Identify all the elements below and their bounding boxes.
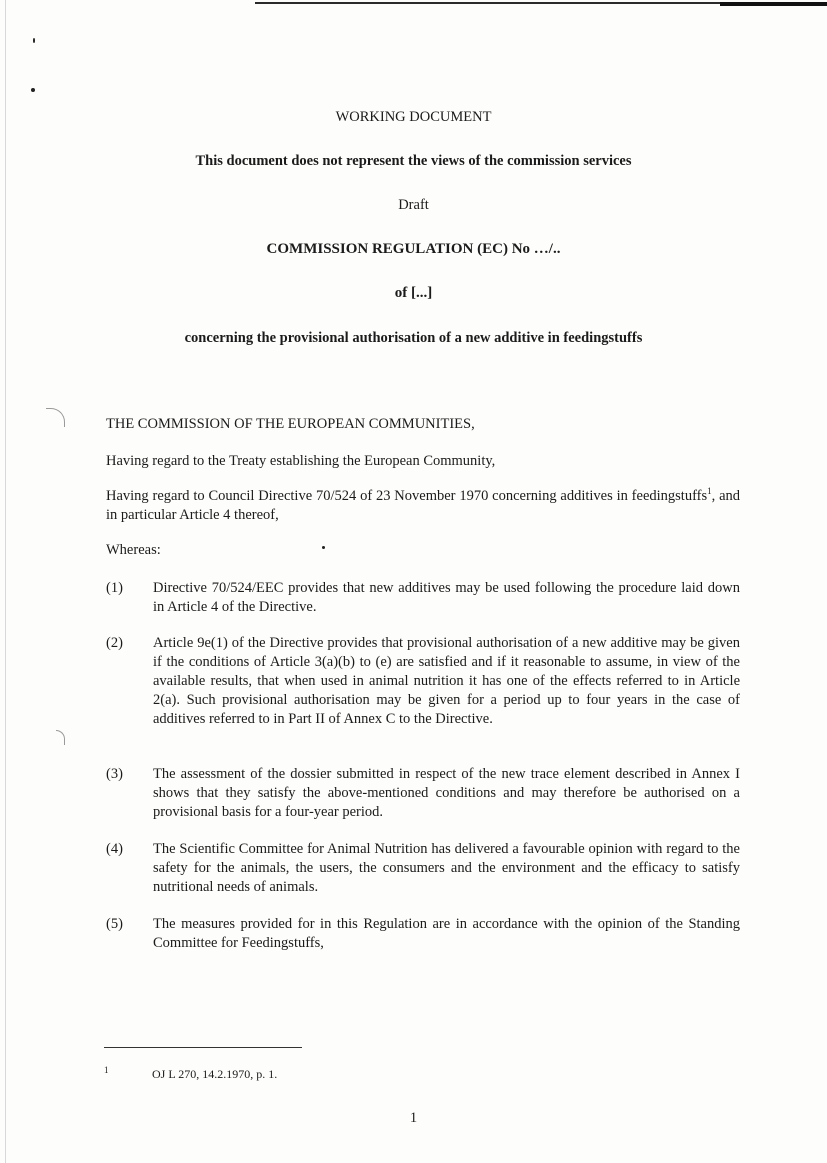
recital-text: The measures provided for in this Regulation are in accordance with the opinion of the Standing Committee for Feedingstuffs, [153,916,740,951]
regard-treaty: Having regard to the Treaty establishing the European Community, [106,453,496,469]
punch-hole-mark [46,408,65,427]
footnote-reference: 1 [707,486,712,497]
whereas-label: Whereas: [106,542,161,558]
working-document-label: WORKING DOCUMENT [335,109,492,125]
regulation-date: of [...] [394,285,433,301]
recital-text: Directive 70/524/EEC provides that new additives may be used following the procedure laid down in Article 4 of the Directive. [153,580,740,615]
regulation-subject: concerning the provisional authorisation of a new additive in feedingstuffs [184,330,643,346]
scan-speck [33,38,35,43]
page-number: 1 [409,1110,418,1126]
regulation-title: COMMISSION REGULATION (EC) No …/.. [266,241,561,257]
issuer-line: THE COMMISSION OF THE EUROPEAN COMMUNITIES, [106,416,475,432]
recital-number: (5) [106,916,123,932]
draft-label: Draft [398,197,429,213]
recital-text: The assessment of the dossier submitted in respect of the new trace element described in Annex I shows that they satisfy the above-mentioned conditions and may therefore be authorised on a provisional basis for a four-year period. [153,766,740,820]
recital-number: (1) [106,580,123,596]
recital-number: (3) [106,766,123,782]
scan-speck [31,88,35,92]
recital-text: The Scientific Committee for Animal Nutrition has delivered a favourable opinion with regard to the safety for the animals, the users, the consumers and the environment and the efficacy to satisfy nutritional needs of animals. [153,841,740,895]
disclaimer: This document does not represent the views of the commission services [195,153,632,169]
footnote-separator [104,1047,302,1048]
scan-margin-line [5,0,6,1163]
punch-hole-mark [56,730,65,745]
recital-number: (2) [106,635,123,651]
recital-number: (4) [106,841,123,857]
scan-edge-line-dark [720,2,827,6]
regard-directive [106,487,740,525]
footnote-text: OJ L 270, 14.2.1970, p. 1. [152,1067,278,1081]
regard-directive-text-end: , and in particular Article 4 thereof, [106,488,741,523]
regard-directive-text: Having regard to Council Directive 70/524 of 23 November 1970 concerning additives in feedingstuffs [106,488,708,504]
recital-text: Article 9e(1) of the Directive provides that provisional authorisation of a new additive may be given if the conditions of Article 3(a)(b) to (e) are satisfied and if it reasonable to assume, in view of the available results, that when used in animal nutrition it has one of the effects referred to in Article 2(a). Such provisional authorisation may be given for a period up to four years in the case of additives referred to in Part II of Annex C to the Directive. [153,635,740,727]
footnote-marker: 1 [104,1065,109,1075]
